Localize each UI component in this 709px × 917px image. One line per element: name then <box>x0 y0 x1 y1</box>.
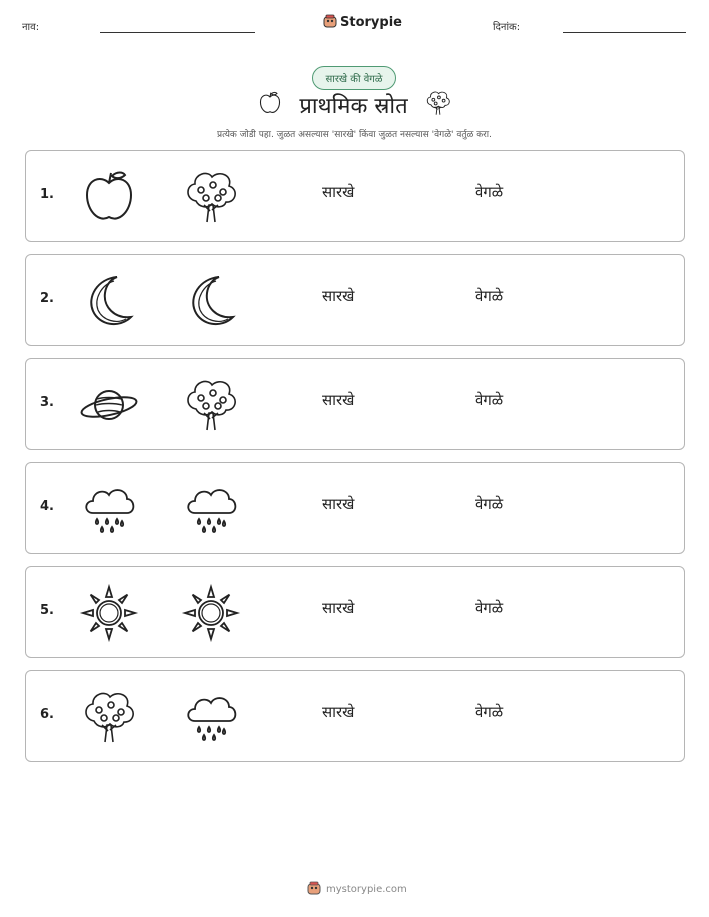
sun-icon <box>181 583 241 643</box>
tree-icon <box>424 88 452 122</box>
rain-cloud-icon <box>79 479 139 539</box>
instructions: प्रत्येक जोडी पहा. जुळत असल्यास 'सारखे' किंवा जुळत नसल्यास 'वेगळे' वर्तुळ करा. <box>216 130 492 140</box>
date-line[interactable] <box>563 32 686 33</box>
row-number: 5. <box>40 603 54 618</box>
topic-pill: सारखे की वेगळे <box>312 66 396 90</box>
footer <box>307 880 407 899</box>
row-number: 6. <box>40 707 54 722</box>
different-option[interactable]: वेगळे <box>475 183 504 201</box>
same-option[interactable]: सारखे <box>322 391 355 409</box>
moon-icon <box>79 271 139 331</box>
brand-logo <box>323 13 402 32</box>
different-option[interactable]: वेगळे <box>475 495 504 513</box>
rain-cloud-icon <box>181 479 241 539</box>
pair-row <box>25 566 685 658</box>
pair-row <box>25 150 685 242</box>
row-number: 2. <box>40 291 54 306</box>
tree-icon <box>181 375 241 435</box>
row-number: 4. <box>40 499 54 514</box>
name-label: नाव: <box>22 22 40 33</box>
page-title: प्राथमिक स्रोत <box>299 94 408 119</box>
pair-row <box>25 670 685 762</box>
rain-cloud-icon <box>181 687 241 747</box>
different-option[interactable]: वेगळे <box>475 703 504 721</box>
pair-row <box>25 462 685 554</box>
different-option[interactable]: वेगळे <box>475 287 504 305</box>
tree-icon <box>181 167 241 227</box>
row-number: 1. <box>40 187 54 202</box>
footer-url[interactable]: mystorypie.com <box>326 884 407 895</box>
row-number: 3. <box>40 395 54 410</box>
same-option[interactable]: सारखे <box>322 287 355 305</box>
planet-icon <box>79 375 139 435</box>
pair-row <box>25 358 685 450</box>
tree-icon <box>79 687 139 747</box>
name-line[interactable] <box>100 32 255 33</box>
pair-row <box>25 254 685 346</box>
different-option[interactable]: वेगळे <box>475 391 504 409</box>
same-option[interactable]: सारखे <box>322 495 355 513</box>
moon-icon <box>181 271 241 331</box>
sun-icon <box>79 583 139 643</box>
date-label: दिनांक: <box>493 22 521 33</box>
brand-name: Storypie <box>340 15 402 30</box>
different-option[interactable]: वेगळे <box>475 599 504 617</box>
same-option[interactable]: सारखे <box>322 703 355 721</box>
same-option[interactable]: सारखे <box>322 183 355 201</box>
apple-icon <box>79 167 139 227</box>
same-option[interactable]: सारखे <box>322 599 355 617</box>
title-row <box>0 88 709 122</box>
apple-icon <box>257 89 283 121</box>
storypie-mascot-icon <box>307 880 321 899</box>
storypie-mascot-icon <box>323 13 337 32</box>
